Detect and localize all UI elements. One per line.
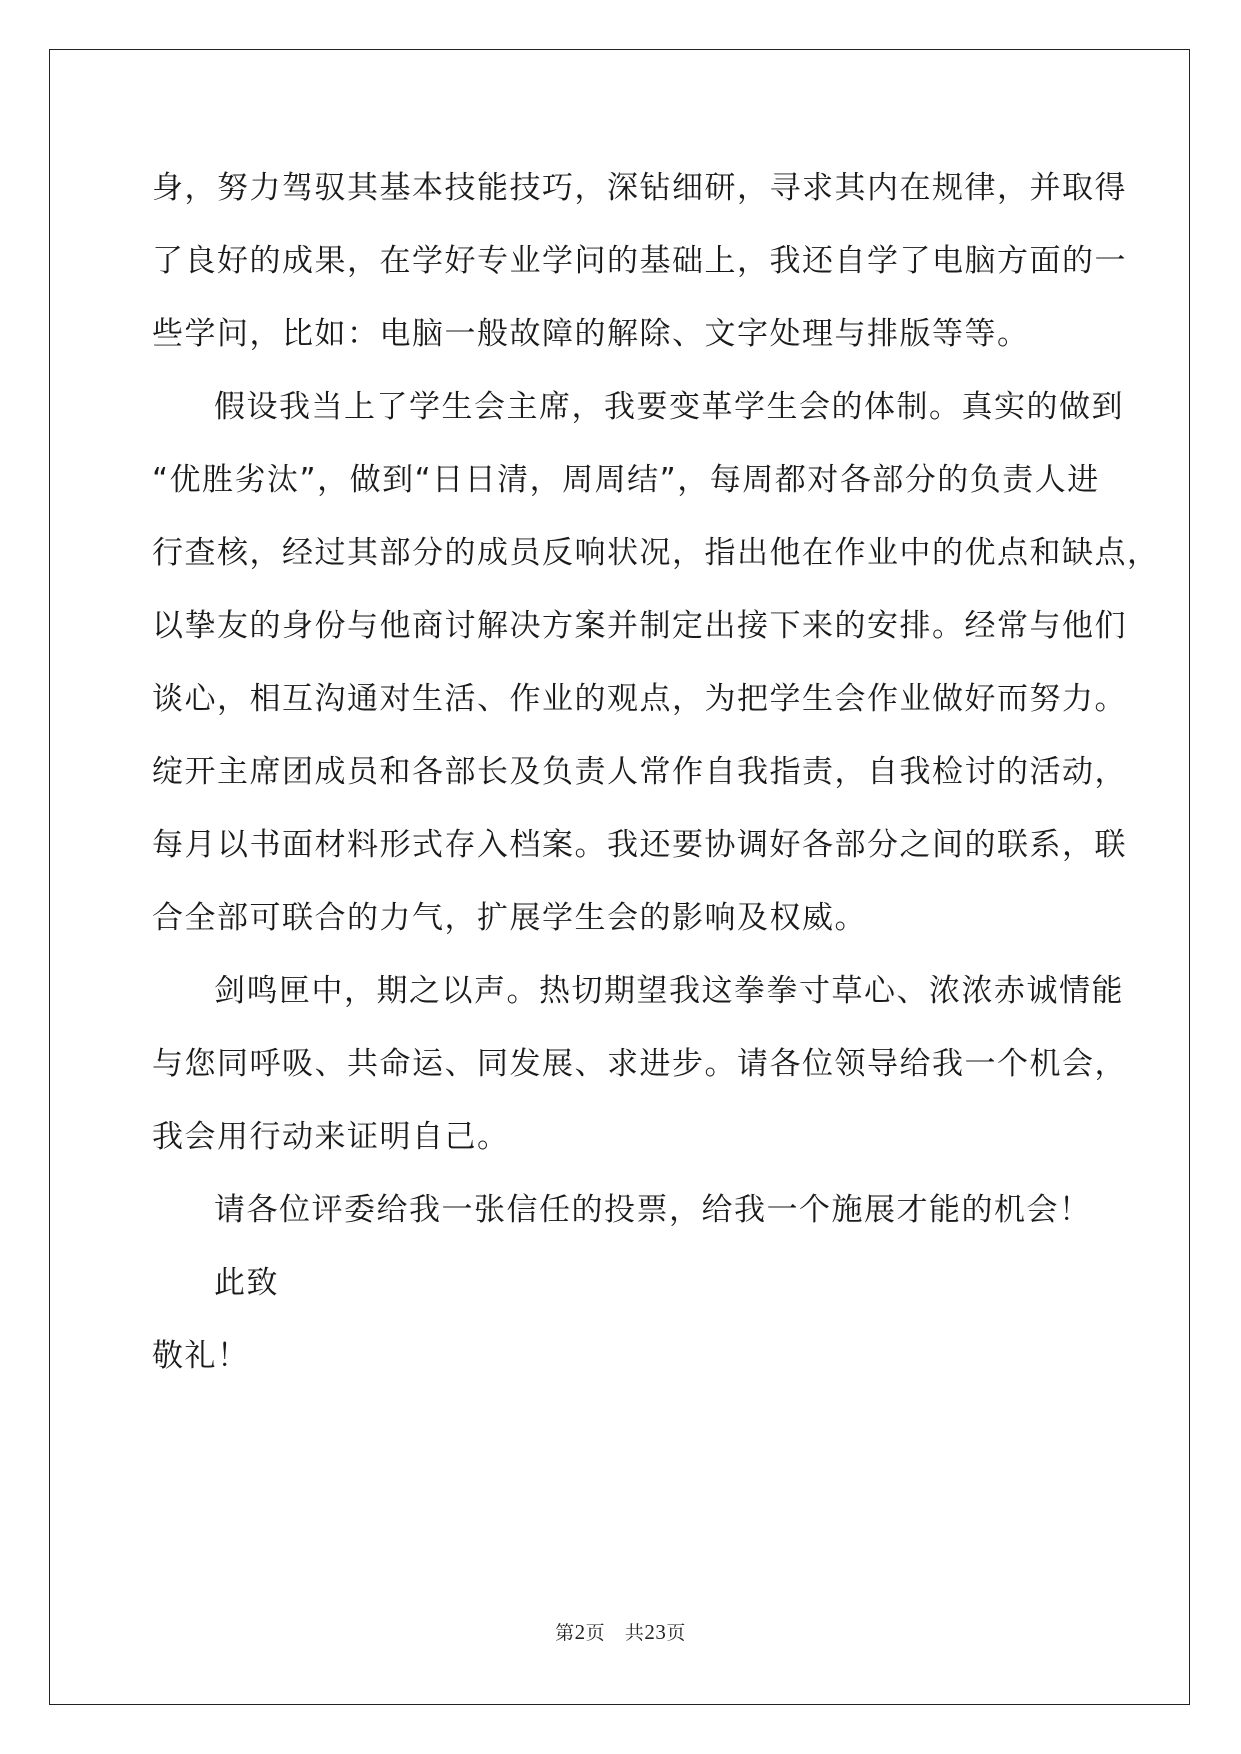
text-line: 谈心，相互沟通对生活、作业的观点，为把学生会作业做好而努力。 <box>152 681 1127 717</box>
text-line: 绽开主席团成员和各部长及负责人常作自我指责，自我检讨的活动， <box>152 754 1127 790</box>
text-line: 身，努力驾驭其基本技能技巧，深钻细研，寻求其内在规律，并取得 <box>152 170 1127 206</box>
text-line: 与您同呼吸、共命运、同发展、求进步。请各位领导给我一个机会， <box>152 1046 1127 1082</box>
total-prefix: 共 <box>624 1622 645 1644</box>
paragraph-start: 假设我当上了学生会主席，我要变革学生会的体制。真实的做到 <box>214 389 1124 425</box>
text-line: 以挚友的身份与他商讨解决方案并制定出接下来的安排。经常与他们 <box>152 608 1127 644</box>
text-line: 行查核，经过其部分的成员反响状况，指出他在作业中的优点和缺点， <box>152 535 1160 571</box>
salutation-line: 敬礼！ <box>152 1338 250 1374</box>
total-pages: 23 <box>644 1620 667 1644</box>
total-suffix: 页 <box>666 1622 686 1644</box>
text-line: 我会用行动来证明自己。 <box>152 1119 510 1155</box>
text-line: 些学问，比如：电脑一般故障的解除、文字处理与排版等等。 <box>152 316 1030 352</box>
page-footer <box>0 1618 1241 1645</box>
paragraph-start: 请各位评委给我一张信任的投票，给我一个施展才能的机会！ <box>214 1192 1092 1228</box>
page-suffix: 页 <box>585 1622 606 1644</box>
closing-line: 此致 <box>214 1265 279 1301</box>
page-number: 2 <box>574 1620 586 1644</box>
text-line: 合全部可联合的力气，扩展学生会的影响及权威。 <box>152 900 867 936</box>
page-border <box>49 49 1190 1705</box>
paragraph-start: 剑鸣匣中，期之以声。热切期望我这拳拳寸草心、浓浓赤诚情能 <box>214 973 1124 1009</box>
page-prefix: 第 <box>555 1622 575 1644</box>
text-line: 了良好的成果，在学好专业学问的基础上，我还自学了电脑方面的一 <box>152 243 1127 279</box>
text-line: “优胜劣汰”，做到“日日清，周周结”，每周都对各部分的负责人进 <box>152 462 1100 498</box>
text-line: 每月以书面材料形式存入档案。我还要协调好各部分之间的联系，联 <box>152 827 1127 863</box>
